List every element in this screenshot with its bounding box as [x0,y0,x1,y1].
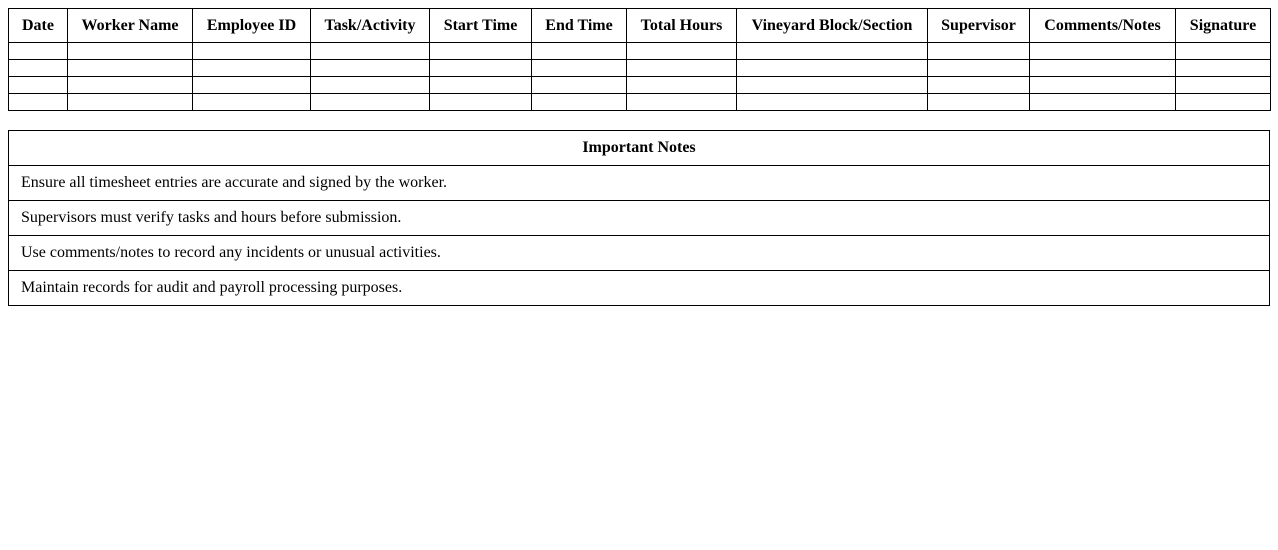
column-header-supervisor: Supervisor [928,9,1030,43]
timesheet-entry-cell[interactable] [737,94,928,111]
note-row [9,166,1270,201]
note-row [9,201,1270,236]
timesheet-entry-cell[interactable] [737,60,928,77]
timesheet-entry-cell[interactable] [68,77,193,94]
column-header-task-activity: Task/Activity [311,9,430,43]
note-row [9,236,1270,271]
timesheet-entry-cell[interactable] [627,43,737,60]
timesheet-entry-cell[interactable] [928,60,1030,77]
timesheet-entry-cell[interactable] [1030,77,1176,94]
timesheet-entry-cell[interactable] [532,77,627,94]
timesheet-entry-cell[interactable] [193,60,311,77]
note-item: Ensure all timesheet entries are accurate and signed by the worker. [9,166,1270,201]
note-item: Maintain records for audit and payroll processing purposes. [9,271,1270,306]
timesheet-entry-cell[interactable] [737,43,928,60]
timesheet-entry-cell[interactable] [1030,43,1176,60]
timesheet-header-row [9,9,1271,43]
timesheet-entry-cell[interactable] [627,60,737,77]
timesheet-entry-cell[interactable] [9,60,68,77]
timesheet-entry-cell[interactable] [928,77,1030,94]
timesheet-entry-cell[interactable] [430,94,532,111]
timesheet-entry-cell[interactable] [1176,77,1271,94]
notes-title: Important Notes [9,131,1270,166]
timesheet-entry-cell[interactable] [68,43,193,60]
column-header-worker-name: Worker Name [68,9,193,43]
column-header-comments-notes: Comments/Notes [1030,9,1176,43]
timesheet-entry-cell[interactable] [627,94,737,111]
timesheet-entry-cell[interactable] [68,60,193,77]
column-header-start-time: Start Time [430,9,532,43]
note-item: Use comments/notes to record any incidents or unusual activities. [9,236,1270,271]
timesheet-entry-cell[interactable] [311,77,430,94]
timesheet-entry-row [9,77,1271,94]
timesheet-table [8,8,1271,111]
column-header-signature: Signature [1176,9,1271,43]
timesheet-body [9,43,1271,111]
timesheet-entry-cell[interactable] [532,94,627,111]
timesheet-entry-cell[interactable] [311,60,430,77]
timesheet-entry-cell[interactable] [9,77,68,94]
timesheet-entry-cell[interactable] [532,60,627,77]
timesheet-entry-cell[interactable] [1176,94,1271,111]
timesheet-entry-row [9,43,1271,60]
timesheet-entry-cell[interactable] [1176,60,1271,77]
timesheet-entry-row [9,60,1271,77]
timesheet-entry-cell[interactable] [532,43,627,60]
timesheet-entry-cell[interactable] [430,77,532,94]
timesheet-entry-cell[interactable] [430,43,532,60]
timesheet-entry-cell[interactable] [193,43,311,60]
notes-header-row [9,131,1270,166]
column-header-end-time: End Time [532,9,627,43]
column-header-employee-id: Employee ID [193,9,311,43]
timesheet-entry-cell[interactable] [193,94,311,111]
column-header-total-hours: Total Hours [627,9,737,43]
column-header-date: Date [9,9,68,43]
timesheet-entry-cell[interactable] [311,94,430,111]
timesheet-entry-cell[interactable] [1030,60,1176,77]
timesheet-entry-cell[interactable] [1030,94,1176,111]
timesheet-entry-cell[interactable] [430,60,532,77]
important-notes-table [8,130,1270,306]
timesheet-entry-cell[interactable] [193,77,311,94]
timesheet-entry-cell[interactable] [311,43,430,60]
note-row [9,271,1270,306]
timesheet-entry-cell[interactable] [928,43,1030,60]
timesheet-entry-cell[interactable] [68,94,193,111]
timesheet-entry-cell[interactable] [9,94,68,111]
timesheet-entry-row [9,94,1271,111]
timesheet-entry-cell[interactable] [737,77,928,94]
timesheet-entry-cell[interactable] [9,43,68,60]
timesheet-entry-cell[interactable] [1176,43,1271,60]
timesheet-entry-cell[interactable] [627,77,737,94]
note-item: Supervisors must verify tasks and hours before submission. [9,201,1270,236]
column-header-vineyard-block: Vineyard Block/Section [737,9,928,43]
timesheet-entry-cell[interactable] [928,94,1030,111]
